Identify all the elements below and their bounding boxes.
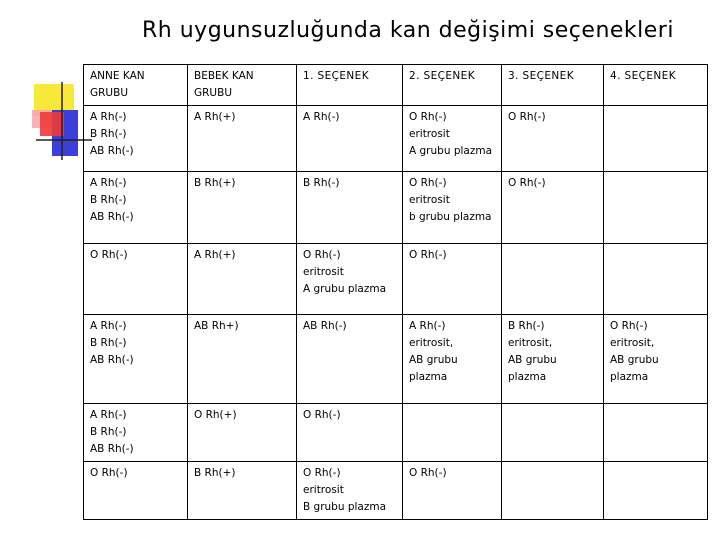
header-text: BEBEK KAN GRUBU [194, 70, 254, 99]
table-cell [403, 172, 502, 244]
table-cell [84, 315, 188, 404]
cell-text: B Rh(-) eritrosit, AB grubu plazma [508, 320, 557, 383]
cell-text: O Rh(-) eritrosit b grubu plazma [409, 177, 492, 223]
table-cell [604, 404, 708, 462]
table-cell [188, 315, 297, 404]
cell-text: O Rh(-) eritrosit B grubu plazma [303, 467, 387, 513]
cell-text: O Rh(-) [508, 111, 546, 123]
table-row [84, 462, 708, 520]
cell-text: AB Rh+) [194, 320, 239, 332]
header-text: 2. SEÇENEK [409, 70, 475, 82]
table-cell [297, 404, 403, 462]
table-cell [604, 106, 708, 172]
cell-text: O Rh(-) [90, 249, 128, 261]
table-cell [84, 462, 188, 520]
exchange-options-table [83, 64, 708, 520]
header-cell-option-1 [297, 65, 403, 106]
table-cell [604, 172, 708, 244]
cell-text: O Rh(-) [508, 177, 546, 189]
header-cell-option-4 [604, 65, 708, 106]
header-cell-option-2 [403, 65, 502, 106]
table-cell [188, 244, 297, 315]
header-text: ANNE KAN GRUBU [90, 70, 145, 99]
table-header-row [84, 65, 708, 106]
table-cell [502, 244, 604, 315]
table-cell [403, 106, 502, 172]
table-cell [604, 462, 708, 520]
table-cell [403, 462, 502, 520]
cell-text: O Rh(-) eritrosit A grubu plazma [303, 249, 387, 295]
table-cell [188, 106, 297, 172]
table-cell [188, 172, 297, 244]
table-cell [502, 315, 604, 404]
header-text: 4. SEÇENEK [610, 70, 676, 82]
table-cell [84, 404, 188, 462]
cell-text: B Rh(-) [303, 177, 340, 189]
table-row [84, 172, 708, 244]
table-cell [297, 172, 403, 244]
cell-text: O Rh(-) [303, 409, 341, 421]
page-title-text: Rh uygunsuzluğunda kan değişimi seçenekleri [142, 18, 674, 43]
cell-text: A Rh(+) [194, 111, 236, 123]
header-text: 3. SEÇENEK [508, 70, 574, 82]
table-row [84, 315, 708, 404]
table-cell [188, 462, 297, 520]
cell-text: A Rh(-) B Rh(-) AB Rh(-) [90, 111, 134, 157]
header-text: 1. SEÇENEK [303, 70, 369, 82]
cell-text: A Rh(-) [303, 111, 340, 123]
cell-text: B Rh(+) [194, 177, 236, 189]
table-cell [84, 244, 188, 315]
table-cell [297, 462, 403, 520]
header-cell-option-3 [502, 65, 604, 106]
page-title [0, 18, 720, 43]
header-cell-baby [188, 65, 297, 106]
table-cell [297, 106, 403, 172]
table-cell [84, 106, 188, 172]
table-cell [403, 244, 502, 315]
cell-text: O Rh(-) [90, 467, 128, 479]
cell-text: A Rh(-) B Rh(-) AB Rh(-) [90, 177, 134, 223]
table-cell [84, 172, 188, 244]
table-cell [502, 404, 604, 462]
cell-text: A Rh(+) [194, 249, 236, 261]
table-cell [502, 172, 604, 244]
cell-text: O Rh(+) [194, 409, 237, 421]
red-square [40, 112, 64, 136]
table-cell [604, 315, 708, 404]
table-row [84, 106, 708, 172]
cell-text: AB Rh(-) [303, 320, 347, 332]
cell-text: B Rh(+) [194, 467, 236, 479]
table-cell [403, 404, 502, 462]
table-cell [403, 315, 502, 404]
cell-text: O Rh(-) eritrosit, AB grubu plazma [610, 320, 659, 383]
table-cell [188, 404, 297, 462]
table-cell [502, 106, 604, 172]
cell-text: O Rh(-) [409, 249, 447, 261]
cell-text: O Rh(-) eritrosit A grubu plazma [409, 111, 493, 157]
table-row [84, 244, 708, 315]
cell-text: A Rh(-) eritrosit, AB grubu plazma [409, 320, 458, 383]
table-cell [297, 315, 403, 404]
table-row [84, 404, 708, 462]
cell-text: O Rh(-) [409, 467, 447, 479]
table-cell [297, 244, 403, 315]
table-cell [502, 462, 604, 520]
table-cell [604, 244, 708, 315]
cell-text: A Rh(-) B Rh(-) AB Rh(-) [90, 320, 134, 366]
cell-text: A Rh(-) B Rh(-) AB Rh(-) [90, 409, 134, 455]
header-cell-mother [84, 65, 188, 106]
